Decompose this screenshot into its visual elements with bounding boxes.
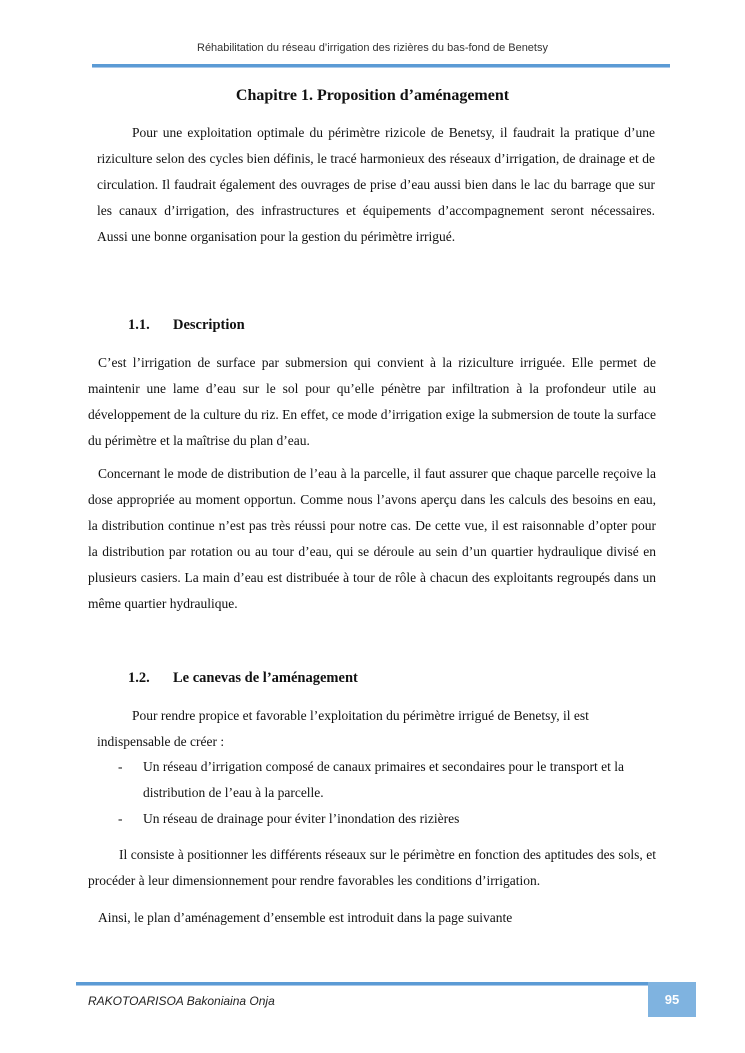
description-paragraph-1: C’est l’irrigation de surface par submersion qui convient à la riziculture irriguée. Elle permet de maintenir une lame d’eau sur le sol pour qu’elle pénètre par infiltration à la profondeur utile au développement de la culture du riz. En effet, ce mode d’irrigation exige la submersion de toute la surface du périmètre et la maîtrise du plan d’eau.: [88, 355, 656, 448]
section-title: Description: [173, 317, 245, 333]
bullet-text: Un réseau d’irrigation composé de canaux primaires et secondaires pour le transport et la distribution de l’eau à la parcelle.: [143, 759, 624, 800]
canevas-paragraph-3: Ainsi, le plan d’aménagement d’ensemble est introduit dans la page suivante: [98, 910, 513, 925]
chapter-title: Chapitre 1. Proposition d’aménagement: [235, 87, 510, 104]
footer-author: RAKOTOARISOA Bakoniaina Onja: [88, 994, 275, 1008]
header-rule: [92, 64, 670, 68]
bullet-dash: -: [118, 811, 123, 826]
footer-rule: [76, 982, 648, 986]
section-number: 1.1.: [128, 317, 150, 333]
canevas-intro-paragraph: Pour rendre propice et favorable l’exploitation du périmètre irrigué de Benetsy, il est indispensable de créer :: [97, 708, 589, 749]
section-title: Le canevas de l’aménagement: [173, 670, 358, 686]
list-item: [118, 754, 654, 806]
intro-paragraph: Pour une exploitation optimale du périmètre rizicole de Benetsy, il faudrait la pratique d’une riziculture selon des cycles bien définis, le tracé harmonieux des réseaux d’irrigation, de drainage et de circulation. Il faudrait également des ouvrages de prise d’eau aussi bien dans le lac du barrage que sur les canaux d’irrigation, des infrastructures et équipements d’accompagnement seront nécessaires. Aussi une bonne organisation pour la gestion du périmètre irrigué.: [97, 125, 655, 244]
section-heading-description: [128, 317, 245, 334]
running-header: Réhabilitation du réseau d’irrigation des rizières du bas-fond de Benetsy: [197, 42, 548, 54]
description-paragraph-2: Concernant le mode de distribution de l’eau à la parcelle, il faut assurer que chaque parcelle reçoive la dose appropriée au moment opportun. Comme nous l’avons aperçu dans les calculs des besoins en eau, la distribution continue n’est pas très réussi pour notre cas. De cette vue, il est raisonnable d’opter pour la distribution par rotation ou au tour d’eau, qui se déroule au sein d’un quartier hydraulique divisé en plusieurs casiers. La main d’eau est distribuée à tour de rôle à chacun des exploitants regroupés dans un même quartier hydraulique.: [88, 466, 656, 611]
page-number: 95: [648, 982, 696, 1017]
section-number: 1.2.: [128, 670, 150, 686]
canevas-bullet-list: [118, 754, 654, 832]
bullet-dash: -: [118, 759, 123, 774]
canevas-paragraph-2: Il consiste à positionner les différents réseaux sur le périmètre en fonction des aptitudes des sols, et procéder à leur dimensionnement pour rendre favorables les conditions d’irrigation.: [88, 847, 656, 888]
section-heading-canevas: [128, 670, 358, 687]
bullet-text: Un réseau de drainage pour éviter l’inondation des rizières: [143, 811, 460, 826]
list-item: [118, 806, 654, 832]
